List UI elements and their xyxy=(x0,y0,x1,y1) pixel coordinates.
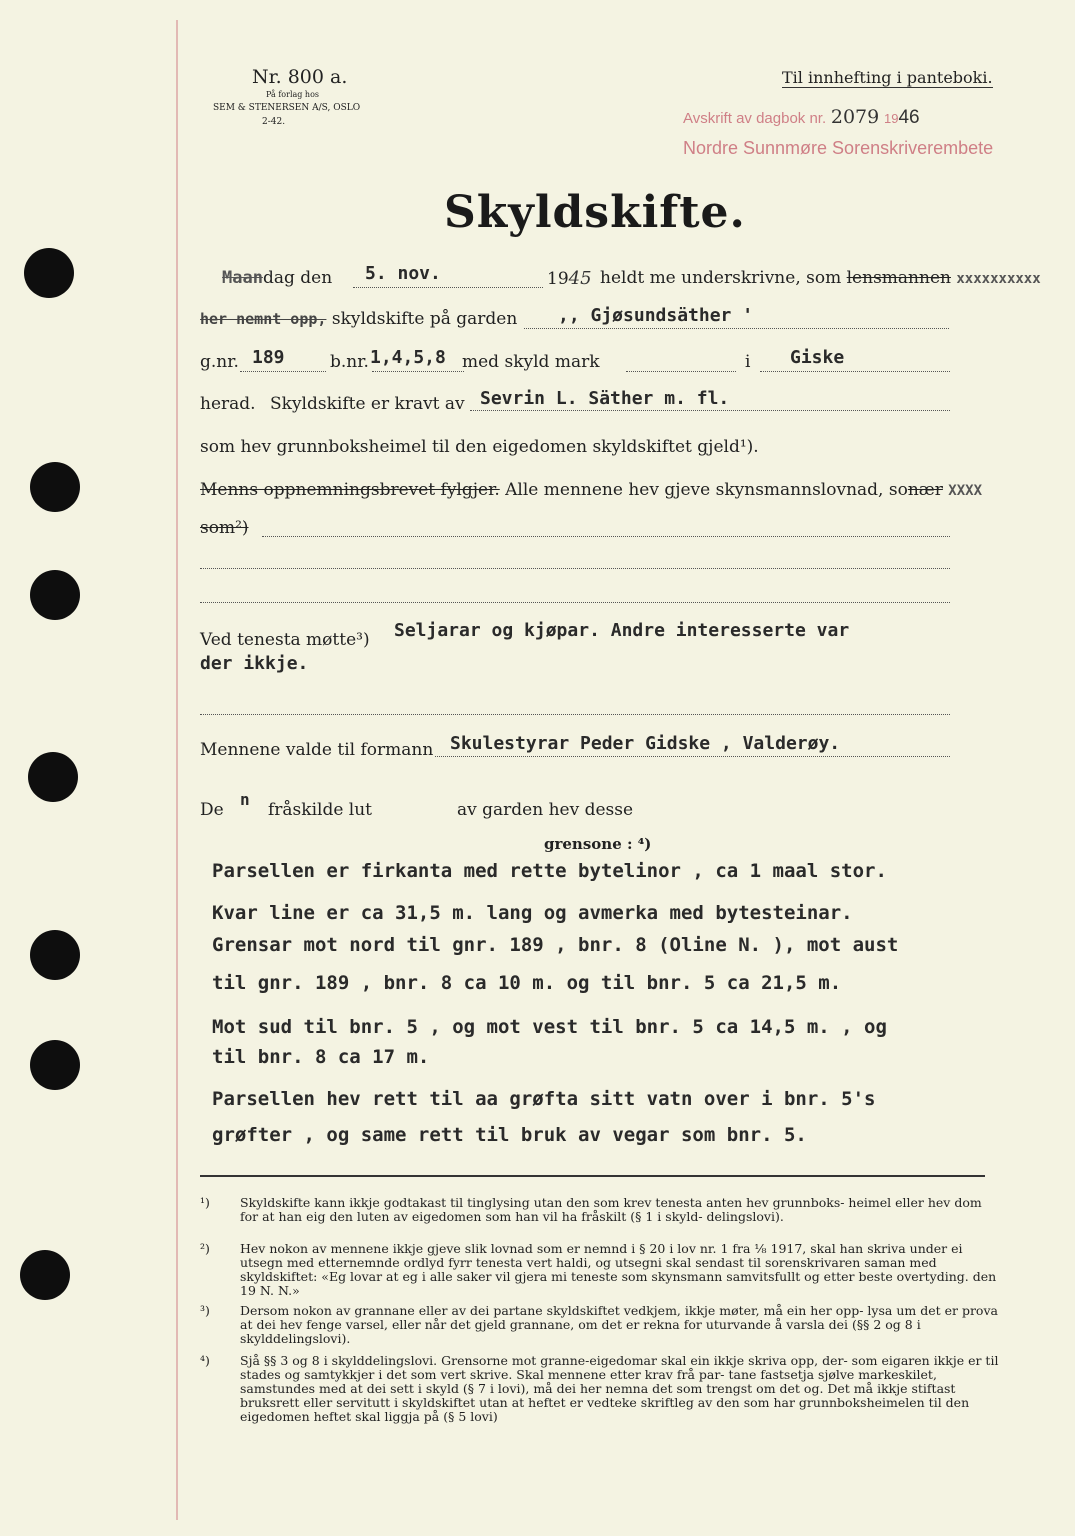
line-garden xyxy=(200,309,517,329)
edition: 2-42. xyxy=(262,117,286,127)
margin-line xyxy=(176,20,178,1520)
publisher-line-1: På forlag hos xyxy=(266,90,320,99)
formann-label: Mennene valde til formann xyxy=(200,740,434,760)
formann-line xyxy=(435,756,950,757)
footnote-text: Skyldskifte kann ikkje godtakast til tinglysing utan den som krev tenesta anten hev grunnboks- heimel eller hev dom for at han eig den luten av eigedomen som han vil ha fråskilt (§ 1 i skyld- delingslovi). xyxy=(240,1195,982,1224)
herad-name: Giske xyxy=(790,347,845,368)
blank-line-3 xyxy=(200,602,950,603)
stamp-year-prefix: 19 xyxy=(883,111,899,126)
gnr-line xyxy=(240,371,326,372)
footnote-text: Dersom nokon av grannane eller av dei partane skyldskiftet vedkjem, ikkje møter, må ein her opp- lysa um det er prova at dei hev fenge varsel, eller når det gjeld grannane, om det er rekna for uturvande å varsla dei (§§ 2 og 8 i skylddelingslovi). xyxy=(240,1303,998,1346)
blank-line-1 xyxy=(262,536,950,537)
form-number: Nr. 800 a. xyxy=(252,66,348,88)
stamp-dagbok-number: 2079 xyxy=(830,106,880,128)
i-label: i xyxy=(745,352,751,372)
stamp-office: Nordre Sunnmøre Sorenskriverembete xyxy=(683,138,994,158)
heldt-text xyxy=(600,268,1041,288)
skyld-line xyxy=(626,371,736,372)
weekday-struck: Maan xyxy=(222,268,263,288)
footnote-mark: ²) xyxy=(200,1241,210,1256)
footnote-mark: ⁴) xyxy=(200,1353,210,1368)
footnote-text: Sjå §§ 3 og 8 i skylddelingslovi. Grensorne mot granne-eigedomar skal ein ikkje skriva opp, der- som eigaren ikkje er til stades og samtykkjer i det som vert skrive. Skal mennene etter krav frå par- tane fastsetja sjølve markeskilet, samstundes med at dei sett i skyld (§ 7 i lovi), må dei her nemna det som trengst om det og. Det må ikkje stiftast bruksrett eller servitutt i skyldskiftet utan at heftet er vedteke skriftleg av den som har grunnboksheimelen til den eigedomen heftet skal liggja på (§ 5 lovi) xyxy=(240,1353,999,1424)
description-line: til bnr. 8 ca 17 m. xyxy=(212,1046,430,1068)
punch-hole xyxy=(20,1250,70,1300)
footnote xyxy=(200,1304,1000,1346)
gnr-label: g.nr. xyxy=(200,352,239,372)
description-line: Parsellen er firkanta med rette bytelinor , ca 1 maal stor. xyxy=(212,860,887,882)
stamp-prefix: Avskrift av dagbok nr. xyxy=(683,110,827,127)
blank-line-4 xyxy=(200,714,950,715)
punch-hole xyxy=(30,930,80,980)
year-field xyxy=(547,268,592,289)
heldt-label: heldt me underskrivne, som xyxy=(600,268,842,288)
de-n: n xyxy=(240,790,250,809)
menns-line xyxy=(200,480,982,500)
bnr-label: b.nr. xyxy=(330,352,369,372)
herad-label: herad. xyxy=(200,394,256,414)
gnr-value: 189 xyxy=(252,347,285,368)
footnote-mark: ¹) xyxy=(200,1195,210,1210)
kravt-line xyxy=(470,410,950,411)
bnr-value: 1,4,5,8 xyxy=(370,347,446,368)
mottes-line-2: der ikkje. xyxy=(200,653,309,674)
description-line: Grensar mot nord til gnr. 189 , bnr. 8 (Oline N. ), mot aust xyxy=(212,934,899,956)
date-value: 5. nov. xyxy=(365,263,441,284)
skyld-label: med skyld mark xyxy=(462,352,600,372)
herad-line xyxy=(760,371,950,372)
formann-value: Skulestyrar Peder Gidske , Valderøy. xyxy=(450,733,841,754)
year-suffix: 45 xyxy=(568,268,592,289)
punch-hole xyxy=(30,1040,80,1090)
description-line: Mot sud til bnr. 5 , og mot vest til bnr. 5 ca 14,5 m. , og xyxy=(212,1016,887,1038)
bnr-line xyxy=(372,371,464,372)
mottes-line-1: Seljarar og kjøpar. Andre interesserte var xyxy=(394,620,850,641)
garden-line xyxy=(524,328,949,329)
heimel-text: som hev grunnboksheimel til den eigedomen skyldskiftet gjeld¹). xyxy=(200,437,759,457)
de-label: De xyxy=(200,800,224,820)
dag-den-label: dag den xyxy=(262,268,333,288)
date-line xyxy=(353,287,543,288)
grensone-label: grensone : ⁴) xyxy=(544,835,652,853)
struck-xs-2: XXXX xyxy=(948,483,982,499)
filing-note: Til innhefting i panteboki. xyxy=(782,68,993,87)
year-prefix: 19 xyxy=(547,269,569,289)
skifte-label: skyldskifte på garden xyxy=(331,309,518,329)
kravt-value: Sevrin L. Säther m. fl. xyxy=(480,388,730,409)
punch-hole xyxy=(30,462,80,512)
av-garden-label: av garden hev desse xyxy=(457,800,634,820)
description-line: Kvar line er ca 31,5 m. lang og avmerka med bytesteinar. xyxy=(212,902,853,924)
stamp-dagbok xyxy=(683,106,920,129)
lovnad-text: Alle mennene hev gjeve skynsmannslovnad, so xyxy=(505,480,908,500)
footnote-text: Hev nokon av mennene ikkje gjeve slik lovnad som er nemnd i § 20 i lov nr. 1 fra ⅛ 1917, skal han skriva under ei utsegn med etternemnde ordlyd fyrr tenesta vert haldi, og utsegni skal sendast til sorenskrivaren saman med skyldskiftet: «Eg lovar at eg i alle saker vil gjera mi teneste som skynsmann samvitsfullt og etter beste overtyding. den 19 N. N.» xyxy=(240,1241,997,1298)
publisher-line-2: SEM & STENERSEN A/S, OSLO xyxy=(213,103,361,113)
footnote-mark: ³) xyxy=(200,1303,210,1318)
punch-hole xyxy=(28,752,78,802)
som-struck: som²) xyxy=(200,518,249,538)
fraskilde-label: fråskilde lut xyxy=(268,800,373,820)
blank-line-2 xyxy=(200,568,950,569)
footnote-divider xyxy=(200,1175,985,1177)
footnote xyxy=(200,1242,1000,1298)
lensmannen-struck: lensmannen xyxy=(846,268,951,288)
page-title: Skyldskifte. xyxy=(444,187,746,238)
kravt-label: Skyldskifte er kravt av xyxy=(270,394,465,414)
garden-value: ,, Gjøsundsäther ' xyxy=(558,305,754,326)
footnote xyxy=(200,1354,1000,1424)
punch-hole xyxy=(24,248,74,298)
punch-hole xyxy=(30,570,80,620)
her-struck: her nemnt opp, xyxy=(200,310,327,328)
description-line: grøfter , og same rett til bruk av vegar som bnr. 5. xyxy=(212,1124,807,1146)
line-date xyxy=(222,268,332,288)
mottes-label: Ved tenesta møtte³) xyxy=(200,630,370,650)
footnote xyxy=(200,1196,1000,1224)
description-line: Parsellen hev rett til aa grøfta sitt vatn over i bnr. 5's xyxy=(212,1088,876,1110)
struck-xs: xxxxxxxxxx xyxy=(956,271,1041,287)
menns-struck: Menns oppnemningsbrevet fylgjer. xyxy=(200,480,500,500)
stamp-year-suffix: 46 xyxy=(898,107,920,128)
description-line: til gnr. 189 , bnr. 8 ca 10 m. og til bnr. 5 ca 21,5 m. xyxy=(212,972,842,994)
naer-struck: nær xyxy=(907,480,943,500)
